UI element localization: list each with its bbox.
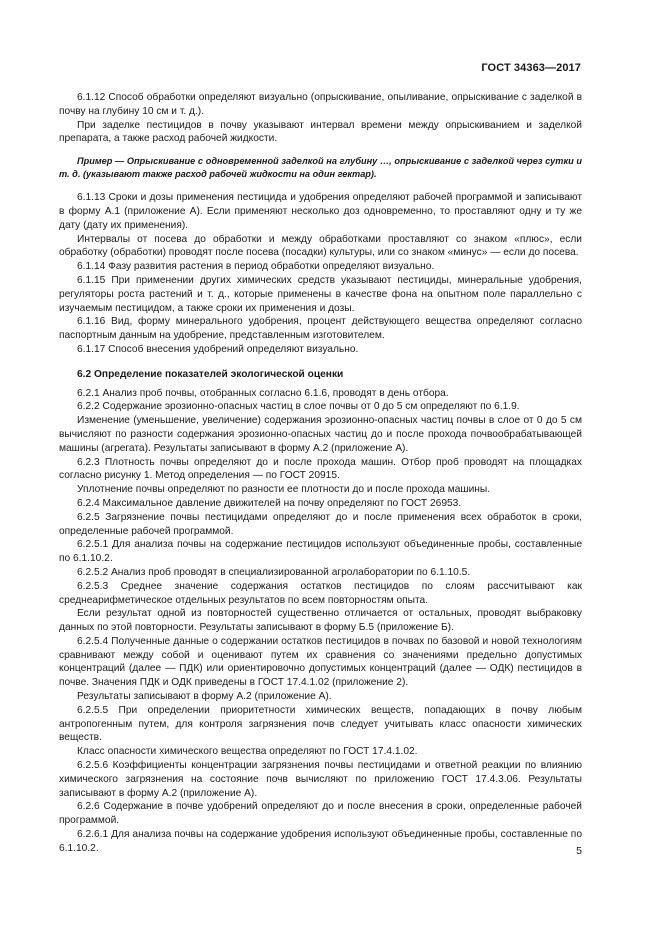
paragraph: При заделке пестицидов в почву указывают интервал времени между опрыскиванием и заделкой препарата, а также расход рабочей жидкости. xyxy=(59,119,582,145)
paragraph: 6.2.5.1 Для анализа почвы на содержание пестицидов используют объединенные пробы, составленные по 6.1.10.2. xyxy=(59,539,582,565)
example-note: Пример — Опрыскивание с одновременной заделкой на глубину …, опрыскивание с заделкой через сутки и т. д. (указывают также расход рабочей жидкости на один гектар). xyxy=(59,156,582,180)
paragraph: 6.2.5.2 Анализ проб проводят в специализированной агролаборатории по 6.1.10.5. xyxy=(77,566,471,578)
paragraph: Интервалы от посева до обработки и между обработками проставляют со знаком «плюс», если обработку (обработки) проводят после посева (посадки) культуры, или со знаком «минус» — если до посева. xyxy=(59,233,582,259)
paragraph: 6.2.5 Загрязнение почвы пестицидами определяют до и после применения всех обработок в сроки, определенные рабочей программой. xyxy=(59,511,582,537)
paragraph: 6.2.5.6 Коэффициенты концентрации загрязнения почвы пестицидами и ответной реакции по влиянию химического загрязнения на состояние почв вычисляют по приложению ГОСТ 17.4.3.06. Результаты записывают в форму А.2 (приложение А). xyxy=(59,760,582,799)
paragraph: 6.1.13 Сроки и дозы применения пестицида и удобрения определяют рабочей программой и записывают в форму А.1 (приложение А). Если применяют несколько доз одновременно, то проставляют одну и ту же дату (дату их применения). xyxy=(59,192,582,231)
paragraph: 6.2.3 Плотность почвы определяют до и после прохода машин. Отбор проб проводят на площадках согласно рисунку 1. Метод определения — по ГОСТ 20915. xyxy=(59,456,582,482)
paragraph: 6.1.14 Фазу развития растения в период обработки определяют визуально. xyxy=(77,261,435,273)
paragraph: Уплотнение почвы определяют по разности ее плотности до и после прохода машины. xyxy=(77,484,491,496)
paragraph: 6.1.15 При применении других химических средств указывают пестициды, минеральные удобрения, регуляторы роста растений и т. д., которые применены в качестве фона на опытном поле параллельно с изучаемым пестицидом, а также сроки их применения и дозы. xyxy=(59,274,582,314)
paragraph: 6.2.2 Содержание эрозионно-опасных частиц в слое почвы от 0 до 5 см определяют по 6.1.9. xyxy=(77,401,520,413)
paragraph: Изменение (уменьшение, увеличение) содержания эрозионно-опасных частиц почвы в слое от 0 до 5 см вычисляют по разности содержания эрозионно-опасных частиц до и после прохода почвообрабатывающей машины (агрегата). Результаты записывают в форму А.2 (приложение А). xyxy=(59,415,582,454)
paragraph: Класс опасности химического вещества определяют по ГОСТ 17.4.1.02. xyxy=(77,746,418,758)
section-heading: 6.2 Определение показателей экологической оценки xyxy=(77,368,344,380)
paragraph: 6.2.6 Содержание в почве удобрений определяют до и после внесения в сроки, определенные рабочей программой. xyxy=(59,801,582,827)
paragraph: Результаты записывают в форму А.2 (приложение А). xyxy=(77,691,332,703)
paragraph: Если результат одной из повторностей существенно отличается от остальных, проводят выбраковку данных по этой повторности. Результаты записывают в форму Б.5 (приложение Б). xyxy=(59,608,582,634)
document-standard-header: ГОСТ 34363—2017 xyxy=(481,62,581,74)
paragraph: 6.2.5.5 При определении приоритетности химических веществ, попадающих в почву любым антропогенным путем, для контроля загрязнения почв следует учитывать класс опасности химических веществ. xyxy=(59,704,582,744)
paragraph: 6.1.16 Вид, форму минерального удобрения, процент действующего вещества определяют согласно паспортным данным на удобрение, представленным изготовителем. xyxy=(59,316,582,342)
paragraph: 6.2.5.4 Полученные данные о содержании остатков пестицидов в почвах по базовой и новой технологиям сравнивают между собой и оценивают путем их сравнения со значениями предельно допустимых концентраций (далее — ПДК) или ориентировочно допустимых концентраций (далее — ОДК) пестицидов в почве. Значения ПДК и ОДК приведены в ГОСТ 17.4.1.02 (приложение 2). xyxy=(59,635,582,689)
paragraph: 6.2.4 Максимальное давление движителей на почву определяют по ГОСТ 26953. xyxy=(77,497,462,509)
paragraph: 6.2.1 Анализ проб почвы, отобранных согласно 6.1.6, проводят в день отбора. xyxy=(77,387,449,399)
paragraph: 6.2.6.1 Для анализа почвы на содержание удобрения используют объединенные пробы, составленные по 6.1.10.2. xyxy=(59,829,582,854)
document-body xyxy=(59,91,582,856)
paragraph: 6.2.5.3 Среднее значение содержания остатков пестицидов по слоям рассчитывают как среднеарифметическое отдельных результатов по всем повторностям опыта. xyxy=(59,580,582,606)
paragraph: 6.1.12 Способ обработки определяют визуально (опрыскивание, опыливание, опрыскивание с заделкой в почву на глубину 10 см и т. д.). xyxy=(59,92,582,117)
paragraph: 6.1.17 Способ внесения удобрений определяют визуально. xyxy=(77,343,359,355)
page-number: 5 xyxy=(576,845,582,857)
